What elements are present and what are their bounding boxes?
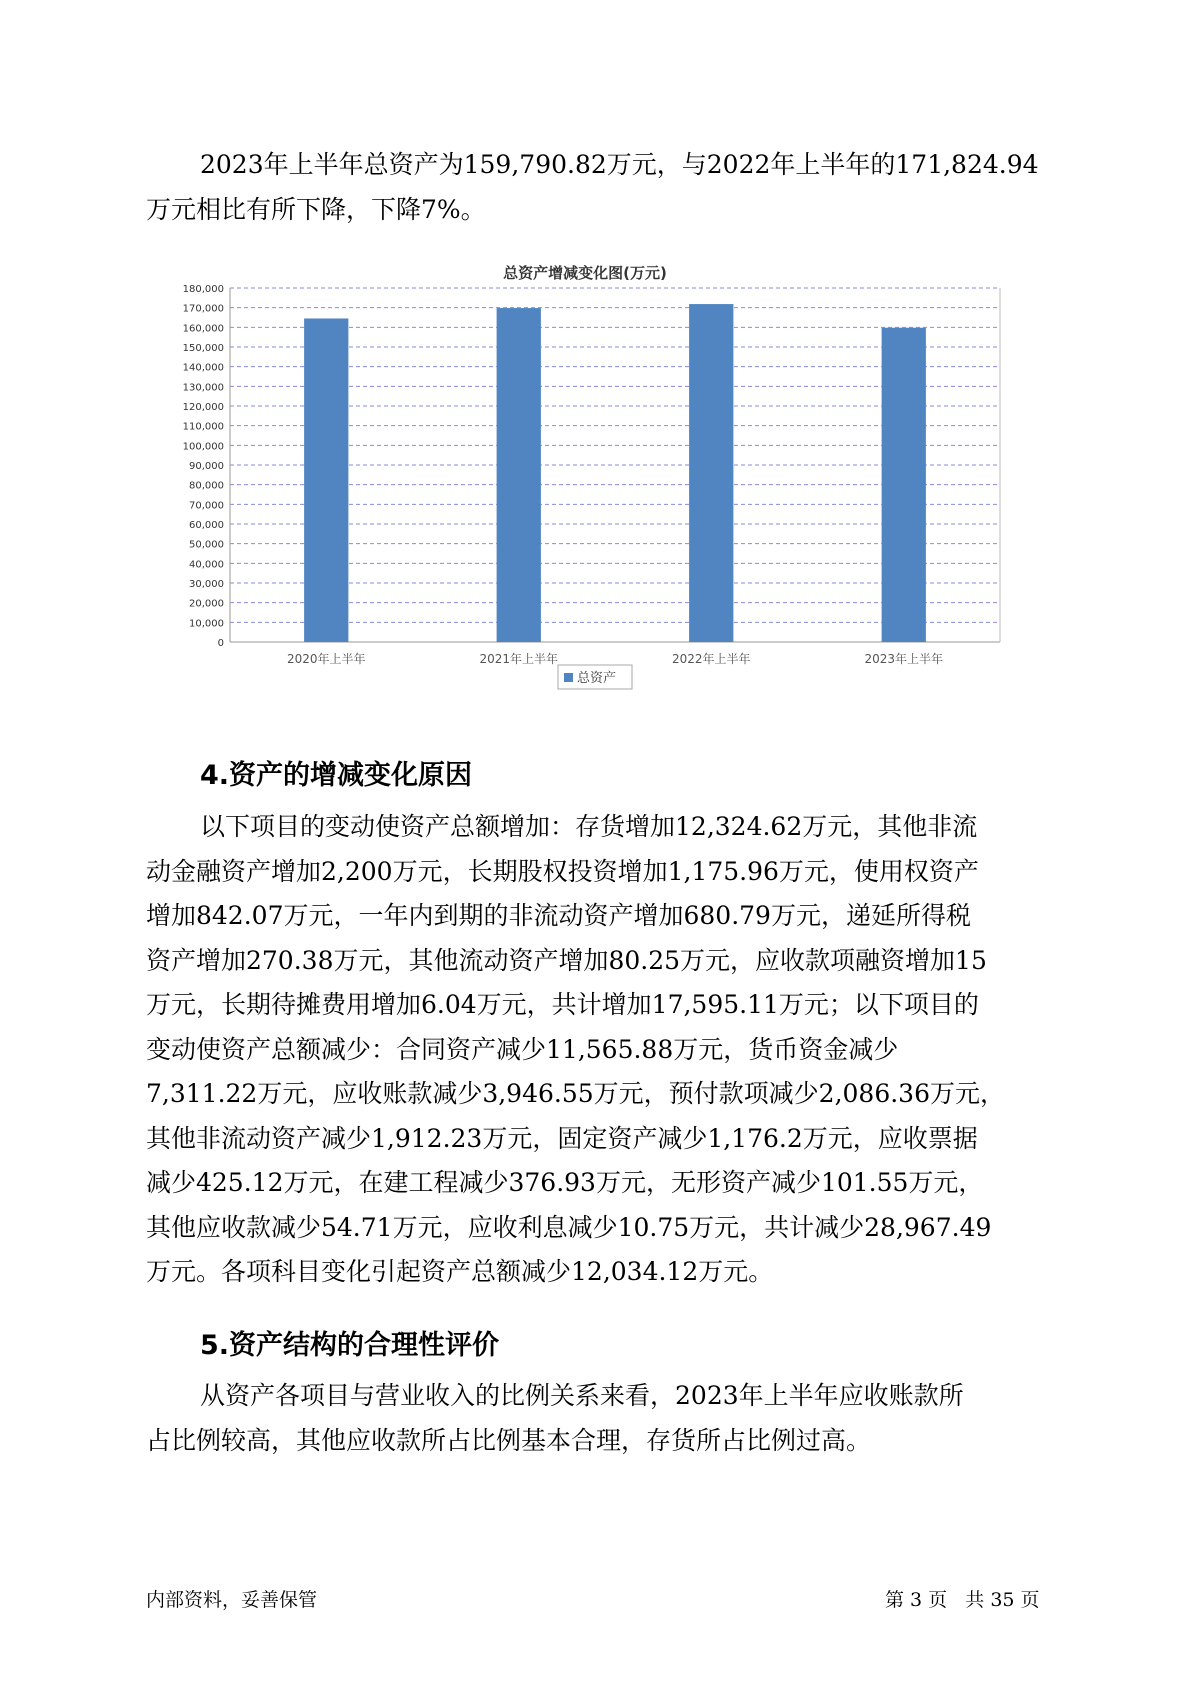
y-tick-label: 30,000 bbox=[189, 579, 224, 590]
bar bbox=[689, 304, 733, 642]
chart-title: 总资产增减变化图(万元) bbox=[503, 264, 667, 282]
total-assets-chart bbox=[160, 262, 1010, 722]
intro-line-1: 2023年上半年总资产为159,790.82万元，与2022年上半年的171,824.94 bbox=[200, 150, 1039, 179]
y-tick-label: 110,000 bbox=[182, 421, 224, 433]
y-tick-label: 80,000 bbox=[189, 480, 224, 492]
bar bbox=[304, 318, 348, 642]
section4-line: 万元，长期待摊费用增加6.04万元，共计增加17,595.11万元；以下项目的 bbox=[146, 990, 979, 1019]
section4-line: 万元。各项科目变化引起资产总额减少12,034.12万元。 bbox=[146, 1257, 774, 1286]
chart-svg bbox=[160, 262, 1010, 722]
section4-line: 减少425.12万元，在建工程减少376.93万元，无形资产减少101.55万元， bbox=[146, 1168, 984, 1197]
y-tick-label: 150,000 bbox=[182, 343, 224, 354]
x-tick-label: 2020年上半年 bbox=[286, 652, 366, 666]
x-tick-label: 2022年上半年 bbox=[671, 652, 751, 666]
y-tick-label: 60,000 bbox=[189, 520, 224, 531]
legend-swatch bbox=[564, 673, 573, 682]
y-tick-label: 120,000 bbox=[182, 402, 224, 413]
bar bbox=[497, 308, 541, 642]
y-tick-label: 160,000 bbox=[182, 323, 224, 335]
section4-paragraph bbox=[146, 805, 1046, 1295]
y-tick-label: 100,000 bbox=[182, 441, 224, 453]
bar bbox=[882, 328, 926, 642]
y-tick-label: 50,000 bbox=[189, 539, 224, 551]
section5-paragraph bbox=[146, 1374, 1046, 1463]
section4-line: 动金融资产增加2,200万元，长期股权投资增加1,175.96万元，使用权资产 bbox=[146, 856, 979, 886]
y-tick-label: 40,000 bbox=[189, 559, 224, 571]
footer-page-number: 第 3 页 共 35 页 bbox=[885, 1589, 1040, 1611]
section5-heading: 5.资产结构的合理性评价 bbox=[200, 1330, 500, 1361]
y-tick-label: 140,000 bbox=[182, 362, 224, 374]
x-tick-label: 2023年上半年 bbox=[864, 652, 944, 666]
intro-paragraph bbox=[146, 143, 1046, 232]
y-tick-label: 70,000 bbox=[189, 500, 224, 512]
y-tick-label: 130,000 bbox=[182, 382, 224, 394]
section5-line: 从资产各项目与营业收入的比例关系来看，2023年上半年应收账款所 bbox=[200, 1381, 964, 1410]
section4-line: 变动使资产总额减少：合同资产减少11,565.88万元，货币资金减少 bbox=[146, 1034, 899, 1064]
y-tick-label: 170,000 bbox=[182, 303, 224, 315]
footer-left: 内部资料，妥善保管 bbox=[146, 1589, 318, 1611]
y-tick-label: 10,000 bbox=[189, 618, 224, 630]
legend-label: 总资产 bbox=[577, 671, 617, 686]
y-tick-label: 20,000 bbox=[189, 598, 224, 610]
y-tick-label: 90,000 bbox=[189, 461, 224, 472]
section4-line: 7,311.22万元，应收账款减少3,946.55万元，预付款项减少2,086.36万元， bbox=[146, 1079, 1005, 1108]
x-tick-label: 2021年上半年 bbox=[479, 652, 559, 666]
section4-line: 其他非流动资产减少1,912.23万元，固定资产减少1,176.2万元，应收票据 bbox=[146, 1123, 978, 1153]
y-tick-label: 180,000 bbox=[182, 284, 224, 295]
section4-line: 其他应收款减少54.71万元，应收利息减少10.75万元，共计减少28,967.49 bbox=[146, 1212, 992, 1242]
section4-line: 以下项目的变动使资产总额增加：存货增加12,324.62万元，其他非流 bbox=[200, 812, 978, 841]
section5-line: 占比例较高，其他应收款所占比例基本合理，存货所占比例过高。 bbox=[146, 1425, 872, 1455]
section4-heading: 4.资产的增减变化原因 bbox=[200, 760, 473, 791]
y-tick-label: 0 bbox=[217, 638, 224, 649]
section4-line: 资产增加270.38万元，其他流动资产增加80.25万元，应收款项融资增加15 bbox=[146, 945, 987, 975]
intro-line-2: 万元相比有所下降，下降7%。 bbox=[146, 194, 486, 224]
section4-line: 增加842.07万元，一年内到期的非流动资产增加680.79万元，递延所得税 bbox=[146, 901, 971, 930]
